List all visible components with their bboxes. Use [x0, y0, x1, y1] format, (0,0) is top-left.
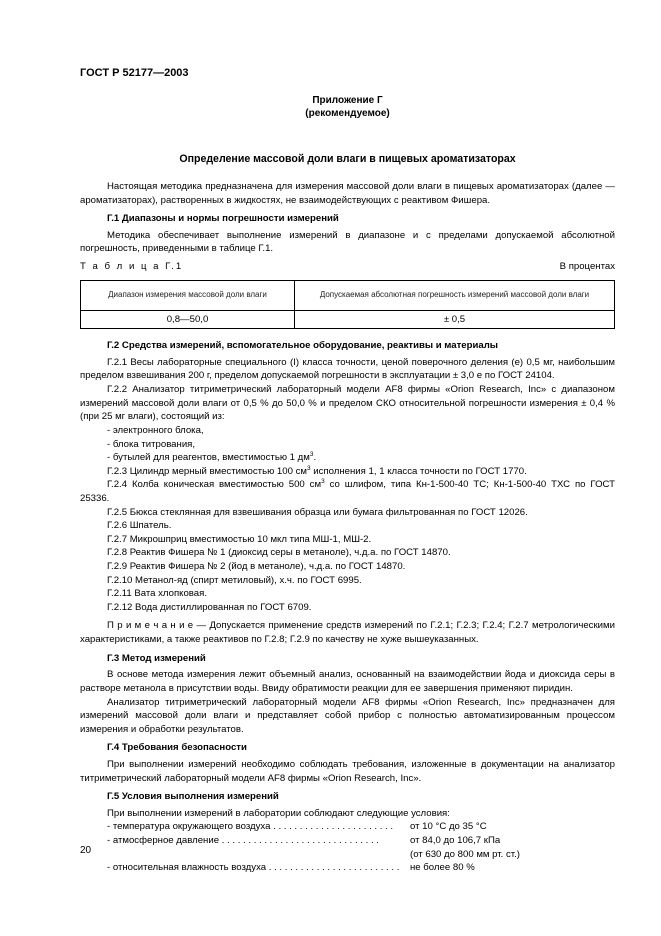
condition-humidity: - относительная влажность воздуха . . . . . . . . . . . . . . . . . . . . . . . . . не более 80 % [107, 862, 475, 874]
clause-g2-4: Г.2.4 Колба коническая вместимостью 500 $см^3$ со шлифом, типа Кн-1-500-40 ТС; Кн-1-500-40 ТХС по ГОСТ 25336. [80, 478, 616, 504]
table-caption-row [80, 260, 615, 274]
note-label: П р и м е ч а н и е [107, 620, 194, 632]
list-item: - бутылей для реагентов, вместимостью 1 $дм^3$. [107, 450, 317, 464]
clause-g2-3: Г.2.3 Цилиндр мерный вместимостью 100 $см^3$ исполнения 1, 1 класса точности по ГОСТ 1770. [107, 464, 527, 477]
clause-g2-12: Г.2.12 Вода дистиллированная по ГОСТ 6709. [107, 601, 312, 613]
section-heading-g4: Г.4 Требования безопасности [107, 742, 247, 754]
section-g3-para-1: В основе метода измерения лежит объемный анализ, основанный на взаимодействии йода и диоксида серы в растворе метанола в присутствии воды. Ввиду обратимости реакции для ее завершения применяют пиридин. [80, 669, 615, 694]
document-body [80, 180, 615, 875]
note-paragraph: П р и м е ч а н и е — Допускается применение средств измерений по Г.2.1; Г.2.3; Г.2.4; Г.2.7 метрологическими характеристиками, а также реактивов по Г.2.8; Г.2.9 по качеству не хуже вышеуказанных. [80, 620, 615, 646]
clause-g2-1: Г.2.1 Весы лабораторные специального (I) класса точности, ценой поверочного деления (е) 0,5 мг, наибольшим пределом взвешивания 200 г, пределом допускаемой погрешности в эксплуатации ± 3,0 е по ГОСТ 24104. [80, 356, 615, 382]
standard-header: ГОСТ Р 52177—2003 [80, 67, 189, 79]
clause-g2-7: Г.2.7 Микрошприц вместимостью 10 мкл типа МШ-1, МШ-2. [107, 533, 372, 545]
table-row [81, 310, 615, 329]
table-header-row [81, 280, 615, 310]
list-item: - блока титрования, [107, 438, 196, 450]
clause-g2-9: Г.2.9 Реактив Фишера № 2 (йод в метаноле), ч.д.а. по ГОСТ 14870. [107, 561, 406, 573]
clause-g2-8: Г.2.8 Реактив Фишера № 1 (диоксид серы в метаноле), ч.д.а. по ГОСТ 14870. [107, 547, 451, 559]
table-header-range: Диапазон измерения массовой доли влаги [81, 280, 295, 310]
document-title: Определение массовой доли влаги в пищевых ароматизаторах [179, 153, 516, 165]
clause-g2-6: Г.2.6 Шпатель. [107, 520, 172, 532]
clause-g2-10: Г.2.10 Метанол-яд (спирт метиловый), х.ч. по ГОСТ 6995. [107, 574, 362, 586]
list-item: - электронного блока, [107, 424, 204, 436]
clause-g2-11: Г.2.11 Вата хлопковая. [107, 588, 207, 600]
condition-temperature: - температура окружающего воздуха . . . . . . . . . . . . . . . . . . . . . . . от 10 °С до 35 °С [107, 821, 487, 833]
clause-g2-5: Г.2.5 Бюкса стеклянная для взвешивания образца или бумага фильтрованная по ГОСТ 12026. [107, 506, 528, 518]
section-heading-g5: Г.5 Условия выполнения измерений [107, 791, 279, 803]
table-g1 [80, 280, 615, 330]
table-header-error: Допускаемая абсолютная погрешность измерений массовой доли влаги [295, 280, 615, 310]
table-cell-range: 0,8—50,0 [81, 310, 295, 329]
section-g4-para-1: При выполнении измерений необходимо соблюдать требования, изложенные в документации на анализатор титриметрический лабораторный модели AF8 фирмы «Orion Research, Inc». [80, 758, 615, 784]
appendix-note: (рекомендуемое) [305, 107, 390, 119]
section-heading-g2: Г.2 Средства измерений, вспомогательное оборудование, реактивы и материалы [107, 340, 499, 352]
section-g1-text: Методика обеспечивает выполнение измерений в диапазоне и с пределами допускаемой абсолютной погрешность, приведенными в таблице Г.1. [80, 229, 615, 255]
table-units: В процентах [559, 261, 615, 273]
page-number: 20 [80, 845, 92, 856]
condition-pressure: - атмосферное давление . . . . . . . . . . . . . . . . . . . . . . . . . . . . . . от 84,0 до 106,7 кПа (от 630 до 800 мм рт. ст.) [107, 834, 520, 860]
section-heading-g3: Г.3 Метод измерений [107, 652, 206, 664]
table-caption: Т а б л и ц а Г.1 [80, 261, 184, 273]
intro-paragraph: Настоящая методика предназначена для измерения массовой доли влаги в пищевых ароматизаторах (далее — ароматизаторах), растворенных в жидкостях, не взаимодействующих с реактивом Фишера. [80, 181, 615, 206]
appendix-heading [80, 95, 615, 120]
section-g5-intro: При выполнении измерений в лаборатории соблюдают следующие условия: [107, 807, 450, 819]
appendix-title: Приложение Г [312, 95, 383, 106]
table-cell-error: ± 0,5 [295, 310, 615, 329]
clause-g2-2: Г.2.2 Анализатор титриметрический лабораторный модели AF8 фирмы «Orion Research, Inc» с диапазоном измерений массовой доли влаги от 0,5 % до 50,0 % и пределом СКО относительной погрешности измерения ± 0,4 % (при 25 мг влаги), состоящий из: [80, 384, 615, 423]
section-g3-para-2: Анализатор титриметрический лабораторный модели AF8 фирмы «Orion Research, Inc» предназначен для измерений массовой доли влаги и представляет собой прибор с полностью автоматизированным процессом измерения и обработки результатов. [80, 696, 615, 735]
section-heading-g1: Г.1 Диапазоны и нормы погрешности измерений [107, 213, 339, 225]
